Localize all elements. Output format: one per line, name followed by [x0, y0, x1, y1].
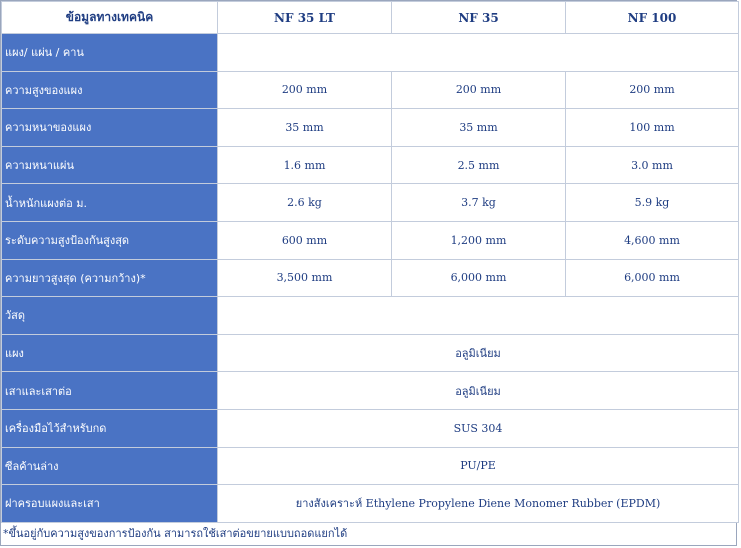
row-label: ความหนาแผ่น — [2, 146, 218, 184]
row-label: ความสูงของแผง — [2, 71, 218, 109]
value-cell: 2.6 kg — [218, 184, 392, 222]
value-cell: 2.5 mm — [392, 146, 566, 184]
technical-spec-table — [1, 1, 739, 523]
value-cell: 200 mm — [566, 71, 739, 109]
row-label: แผง/ แผ่น / คาน — [2, 34, 218, 72]
value-cell: 200 mm — [218, 71, 392, 109]
value-cell: 600 mm — [218, 221, 392, 259]
value-cell: 100 mm — [566, 109, 739, 147]
header-nf35lt: NF 35 LT — [218, 2, 392, 34]
row-label: ระดับความสูงป้องกันสูงสุด — [2, 221, 218, 259]
merged-value-cell: อลูมิเนียม — [218, 372, 739, 410]
value-cell: 3.7 kg — [392, 184, 566, 222]
row-label: เครื่องมือไว้สำหรับกด — [2, 409, 218, 447]
table-row — [2, 184, 739, 222]
value-cell: 1,200 mm — [392, 221, 566, 259]
header-nf100: NF 100 — [566, 2, 739, 34]
table-row — [2, 334, 739, 372]
header-technical-data: ข้อมูลทางเทคนิค — [2, 2, 218, 34]
footnote: *ขึ้นอยู่กับความสูงของการป้องกัน สามารถใช้เสาต่อขยายแบบถอดแยกได้ — [3, 527, 348, 540]
section-row-panel — [2, 34, 739, 72]
value-cell: 200 mm — [392, 71, 566, 109]
row-label: ความหนาของแผง — [2, 109, 218, 147]
section-row-material — [2, 297, 739, 335]
row-label: น้ำหนักแผงต่อ ม. — [2, 184, 218, 222]
row-label: วัสดุ — [2, 297, 218, 335]
table-row — [2, 146, 739, 184]
table-row — [2, 372, 739, 410]
merged-value-cell: SUS 304 — [218, 409, 739, 447]
value-cell: 3,500 mm — [218, 259, 392, 297]
value-cell: 1.6 mm — [218, 146, 392, 184]
value-cell: 35 mm — [392, 109, 566, 147]
row-label: ซีลค้านล่าง — [2, 447, 218, 485]
row-label: ความยาวสูงสุด (ความกว้าง)* — [2, 259, 218, 297]
merged-value-cell: อลูมิเนียม — [218, 334, 739, 372]
value-cell: 3.0 mm — [566, 146, 739, 184]
row-label: แผง — [2, 334, 218, 372]
row-label: ฝาครอบแผงและเสา — [2, 485, 218, 523]
merged-value-cell: ยางสังเคราะห์ Ethylene Propylene Diene Monomer Rubber (EPDM) — [218, 485, 739, 523]
value-cell: 6,000 mm — [392, 259, 566, 297]
section-empty-cell — [218, 34, 739, 72]
value-cell: 4,600 mm — [566, 221, 739, 259]
merged-value-cell: PU/PE — [218, 447, 739, 485]
table-row — [2, 221, 739, 259]
table-row — [2, 447, 739, 485]
value-cell: 6,000 mm — [566, 259, 739, 297]
table-row — [2, 259, 739, 297]
value-cell: 5.9 kg — [566, 184, 739, 222]
row-label: เสาและเสาต่อ — [2, 372, 218, 410]
table-row — [2, 109, 739, 147]
header-nf35: NF 35 — [392, 2, 566, 34]
value-cell: 35 mm — [218, 109, 392, 147]
header-row — [2, 2, 739, 34]
table-row — [2, 485, 739, 523]
table-row — [2, 71, 739, 109]
table-row — [2, 409, 739, 447]
section-empty-cell — [218, 297, 739, 335]
